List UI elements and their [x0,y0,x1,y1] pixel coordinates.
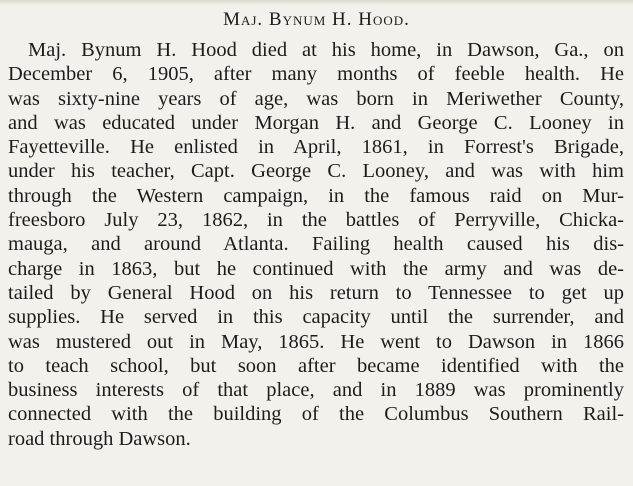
body-line-14: to teach school, but soon after became identified with the [8,354,624,377]
body-line-12: supplies. He served in this capacity until the surrender, and [8,306,624,329]
body-line-16: connected with the building of the Columbus Southern Rail- [8,403,624,426]
body-line-11: tailed by General Hood on his return to Tennessee to get up [8,281,624,304]
body-line-13: was mustered out in May, 1865. He went to Dawson in 1866 [8,330,624,353]
body-line-7: through the Western campaign, in the famous raid on Mur- [8,184,624,207]
page-top-edge [0,0,633,5]
body-line-2: December 6, 1905, after many months of feeble health. He [8,63,624,86]
body-line-10: charge in 1863, but he continued with the army and was de- [8,257,624,280]
body-line-1: Maj. Bynum H. Hood died at his home, in Dawson, Ga., on [28,39,624,61]
body-line-3: was sixty-nine years of age, was born in Meriwether County, [8,87,624,110]
body-line-9: mauga, and around Atlanta. Failing health caused his dis- [8,233,624,256]
body-line-5: Fayetteville. He enlisted in April, 1861, in Forrest's Brigade, [8,136,624,159]
article-title: Maj. Bynum H. Hood. [223,9,410,30]
body-line-15: business interests of that place, and in 1889 was prominently [8,379,624,402]
body-line-4: and was educated under Morgan H. and George C. Looney in [8,111,624,134]
article-body [8,38,624,451]
body-line-8: freesboro July 23, 1862, in the battles of Perryville, Chicka- [8,209,624,232]
body-line-17: road through Dawson. [8,427,191,450]
body-line-6: under his teacher, Capt. George C. Looney, and was with him [8,160,624,183]
